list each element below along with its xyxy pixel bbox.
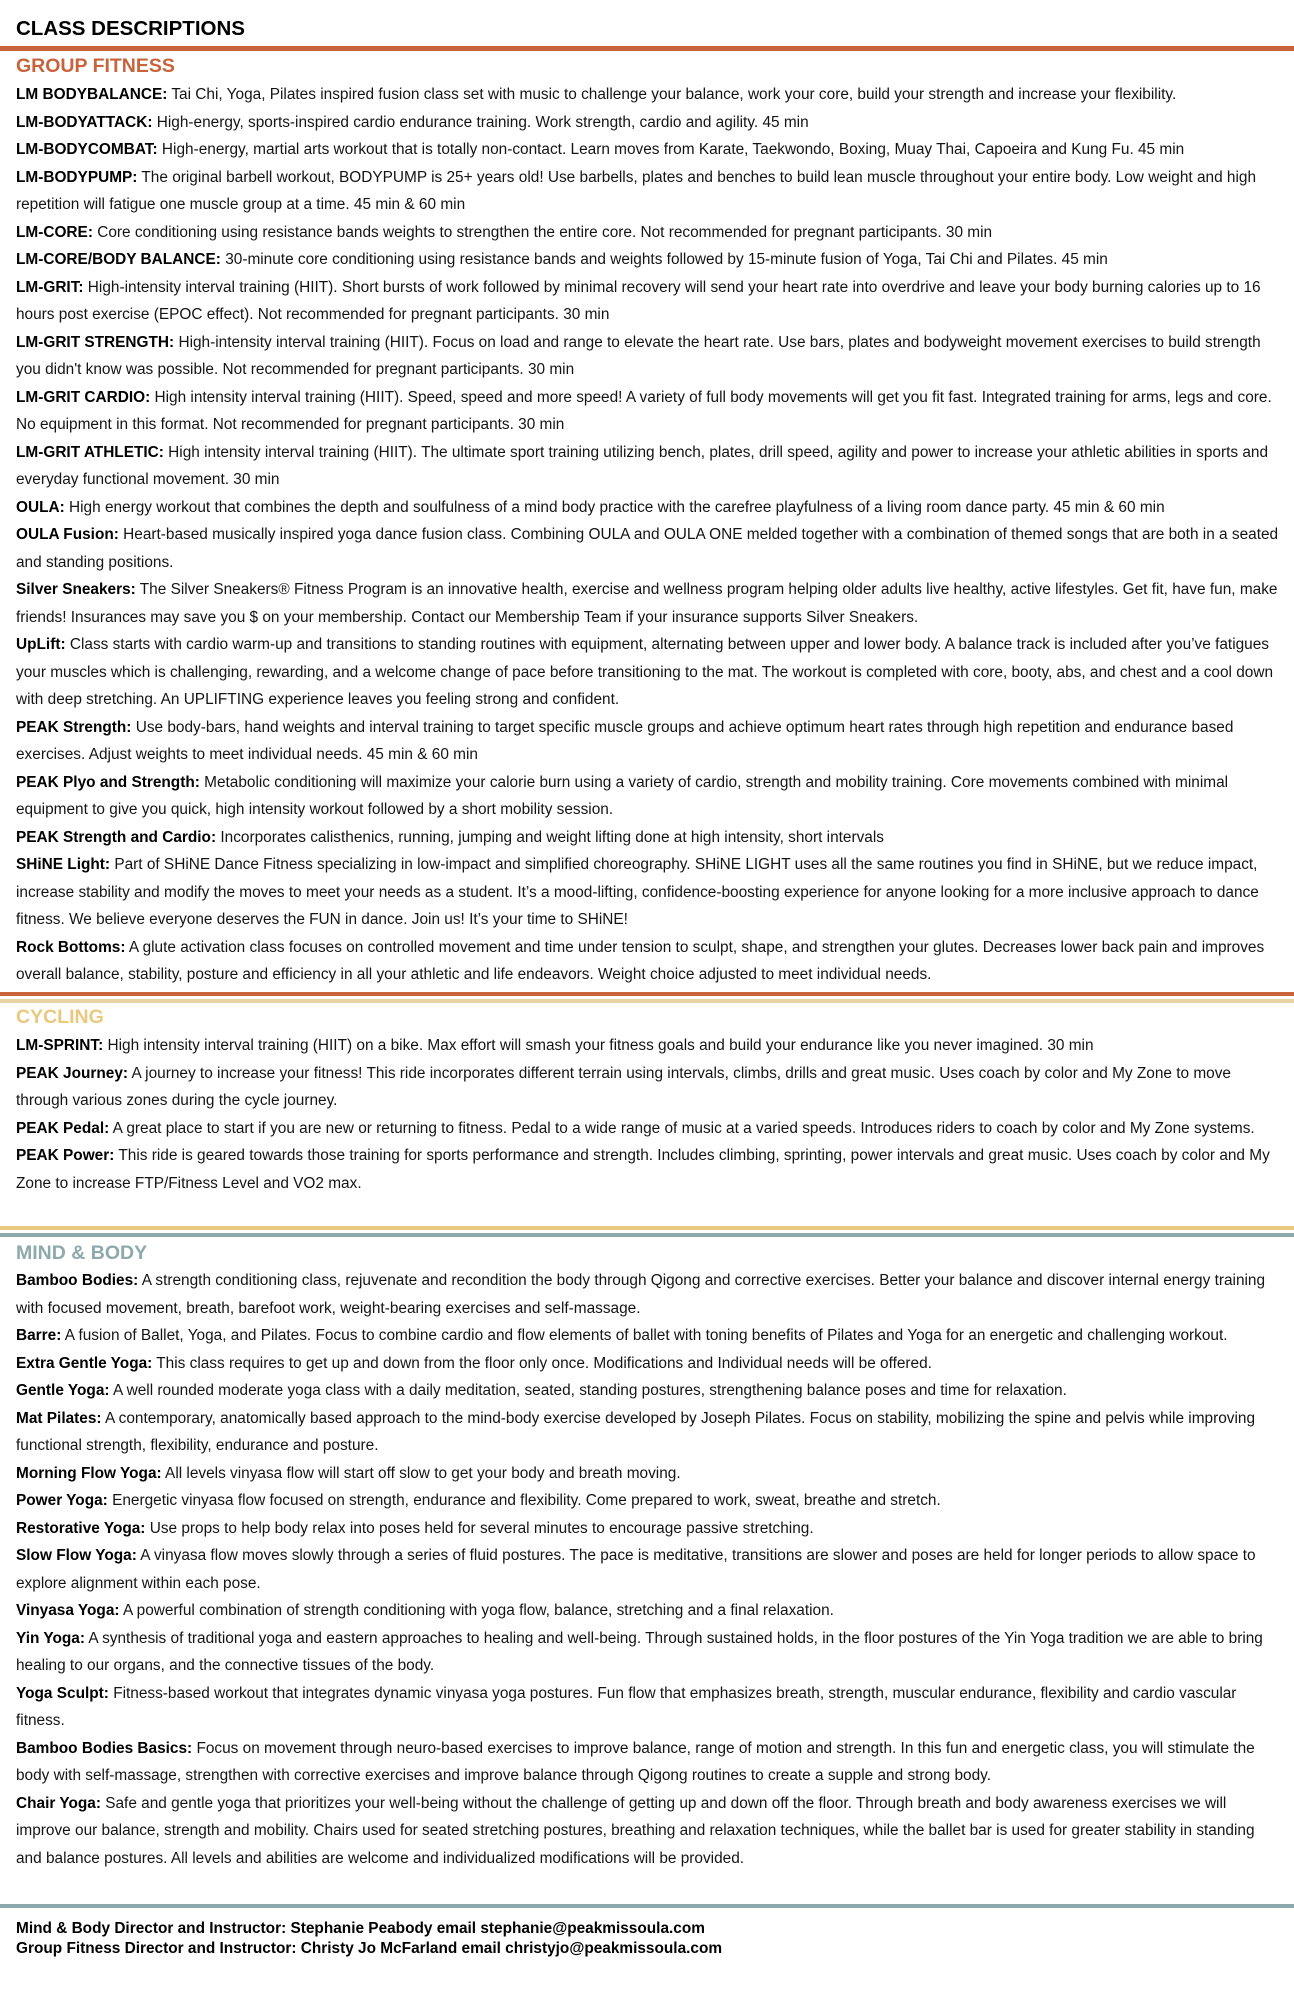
class-name: Slow Flow Yoga: [16,1547,137,1564]
class-entry [16,851,1282,934]
class-name: Bamboo Bodies: [16,1272,139,1289]
class-description: This ride is geared towards those training for sports performance and strength. Includes climbing, sprinting, power intervals and great music. Uses coach by color and My Zone to increase FTP/Fitness Level and VO2 max. [16,1147,1270,1192]
class-name: PEAK Power: [16,1147,115,1164]
footer-contacts [16,1919,1282,1959]
class-description: Class starts with cardio warm-up and transitions to standing routines with equipment, alternating between upper and lower body. A balance track is included after you’ve fatigues your muscles which is challenging, rewarding, and a welcome change of pace before transitioning to the mat. The workout is completed with core, booty, abs, and chest and a cool down with deep stretching. An UPLIFTING experience leaves you feeling strong and confident. [16,636,1274,708]
class-entry [16,1515,1282,1543]
class-entry [16,81,1282,109]
class-entry [16,1460,1282,1488]
class-entry [16,521,1282,576]
class-entry [16,1735,1282,1790]
class-name: Vinyasa Yoga: [16,1602,120,1619]
class-name: LM-BODYPUMP: [16,168,138,186]
class-entry [16,274,1282,329]
class-description: Incorporates calisthenics, running, jumping and weight lifting done at high intensity, short intervals [216,828,884,846]
class-name: Yin Yoga: [16,1629,85,1647]
class-entry [16,1115,1282,1143]
class-description: A powerful combination of strength conditioning with yoga flow, balance, stretching and a final relaxation. [119,1602,834,1619]
class-entry [16,329,1282,384]
class-name: LM-GRIT STRENGTH: [16,333,175,351]
class-description: High intensity interval training (HIIT). The ultimate sport training utilizing bench, plates, drill speed, agility and power to increase your athletic abilities in sports and everyday functional movement. 30 min [16,443,1269,488]
class-name: PEAK Strength and Cardio: [16,828,217,846]
class-description: The Silver Sneakers® Fitness Program is an innovative health, exercise and wellness program helping older adults live healthy, active lifestyles. Get fit, have fun, make friends! Insurances may save you $ on your membership. Contact our Membership Team if your insurance supports Silver Sneakers. [16,581,1278,626]
class-description: Use props to help body relax into poses held for several minutes to encourage passive stretching. [145,1519,814,1537]
class-entry [16,109,1282,137]
class-entry [16,1322,1282,1350]
class-entry [16,1060,1282,1115]
class-description: The original barbell workout, BODYPUMP is 25+ years old! Use barbells, plates and benches to build lean muscle throughout your entire body. Low weight and high repetition will fatigue one muscle group at a time. 45 min & 60 min [16,168,1257,213]
group-fitness-list [16,81,1282,989]
cycling-divider [0,1226,1294,1230]
class-name: LM BODYBALANCE: [16,86,168,103]
class-entry [16,576,1282,631]
class-description: All levels vinyasa flow will start off slow to get your body and breath moving. [161,1464,681,1482]
class-name: LM-BODYATTACK: [16,113,153,131]
class-entry [16,219,1282,247]
class-description: A glute activation class focuses on controlled movement and time under tension to sculpt, shape, and strengthen your glutes. Decreases lower back pain and improves overall balance, stability, posture and efficiency in all your athletic and life endeavors. Weight choice adjusted to meet individual needs. [16,938,1265,983]
class-description: Fitness-based workout that integrates dynamic vinyasa yoga postures. Fun flow that emphasizes breath, strength, muscular endurance, flexibility and cardio vascular fitness. [16,1684,1237,1729]
class-entry [16,631,1282,714]
class-description: A synthesis of traditional yoga and eastern approaches to healing and well-being. Through sustained holds, in the floor postures of the Yin Yoga tradition we are able to bring healing to our organs, and the connective tissues of the body. [16,1629,1263,1674]
mind-body-heading: MIND & BODY [16,1242,148,1264]
class-name: Yoga Sculpt: [16,1684,109,1702]
class-description: Heart-based musically inspired yoga dance fusion class. Combining OULA and OULA ONE melded together with a combination of themed songs that are both in a seated and standing positions. [16,526,1279,571]
page-title: CLASS DESCRIPTIONS [16,17,245,40]
class-name: Barre: [16,1327,62,1344]
class-entry [16,439,1282,494]
group-fitness-divider-accent [0,999,1294,1003]
class-entry [16,1790,1282,1873]
class-entry [16,1032,1282,1060]
class-description: Focus on movement through neuro-based exercises to improve balance, range of motion and strength. In this fun and energetic class, you will stimulate the body with self-massage, strengthen with corrective exercises and improve balance through Qigong routines to create a supple and strong body. [16,1739,1255,1784]
class-description: High-energy, martial arts workout that is totally non-contact. Learn moves from Karate, Taekwondo, Boxing, Muay Thai, Capoeira and Kung Fu. 45 min [157,141,1185,158]
class-name: UpLift: [16,636,66,653]
class-description: A fusion of Ballet, Yoga, and Pilates. Focus to combine cardio and flow elements of ballet with toning benefits of Pilates and Yoga for an energetic and challenging workout. [61,1327,1228,1344]
class-entry [16,136,1282,164]
class-description: High-energy, sports-inspired cardio endurance training. Work strength, cardio and agility. 45 min [152,113,809,131]
class-description: Use body-bars, hand weights and interval training to target specific muscle groups and achieve optimum heart rates through high repetition and endurance based exercises. Adjust weights to meet individual needs. 45 min & 60 min [16,718,1234,763]
class-name: PEAK Plyo and Strength: [16,773,200,791]
cycling-divider-accent [0,1233,1294,1237]
class-name: SHiNE Light: [16,856,111,873]
footer-group-fitness-contact: Group Fitness Director and Instructor: Christy Jo McFarland email christyjo@peakmissoula.com [16,1940,723,1957]
class-entry [16,1625,1282,1680]
class-entry [16,1680,1282,1735]
class-name: LM-GRIT: [16,278,84,296]
class-name: Silver Sneakers: [16,581,136,598]
class-name: LM-CORE: [16,223,93,241]
class-entry [16,1267,1282,1322]
class-description: This class requires to get up and down from the floor only once. Modifications and Individual needs will be offered. [152,1354,932,1372]
class-name: LM-GRIT ATHLETIC: [16,443,164,461]
class-entry [16,769,1282,824]
class-description: A strength conditioning class, rejuvenate and recondition the body through Qigong and corrective exercises. Better your balance and discover internal energy training with focused movement, breath, barefoot work, weight-bearing exercises and self-massage. [16,1272,1266,1317]
class-description: Core conditioning using resistance bands weights to strengthen the entire core. Not recommended for pregnant participants. 30 min [92,223,993,241]
class-name: Rock Bottoms: [16,938,126,956]
class-entry [16,1142,1282,1197]
class-name: PEAK Strength: [16,718,132,736]
group-fitness-divider [0,992,1294,996]
group-fitness-heading: GROUP FITNESS [16,55,175,77]
class-description: High energy workout that combines the depth and soulfulness of a mind body practice with the carefree playfulness of a living room dance party. 45 min & 60 min [64,498,1165,516]
class-description: Metabolic conditioning will maximize your calorie burn using a variety of cardio, strength and mobility training. Core movements combined with minimal equipment to give you quick, high intensity workout followed by a short mobility session. [16,773,1229,818]
class-name: Gentle Yoga: [16,1382,110,1399]
class-name: Power Yoga: [16,1492,108,1509]
class-entry [16,246,1282,274]
class-description: A journey to increase your fitness! This ride incorporates different terrain using intervals, climbs, drills and great music. Uses coach by color and My Zone to move through various zones during the cycle journey. [16,1064,1231,1109]
class-name: LM-SPRINT: [16,1037,104,1054]
mind-body-divider [0,1904,1294,1908]
class-description: High intensity interval training (HIIT). Speed, speed and more speed! A variety of full body movements will get you fit fast. Integrated training for arms, legs and core. No equipment in this format. Not recommended for pregnant participants. 30 min [16,388,1272,433]
class-entry [16,494,1282,522]
class-description: A well rounded moderate yoga class with a daily meditation, seated, standing postures, strengthening balance poses and time for relaxation. [109,1382,1067,1399]
class-entry [16,1350,1282,1378]
class-name: Extra Gentle Yoga: [16,1354,153,1372]
class-entry [16,1487,1282,1515]
class-entry [16,934,1282,989]
class-name: LM-GRIT CARDIO: [16,388,151,406]
footer-mind-body-contact: Mind & Body Director and Instructor: Stephanie Peabody email stephanie@peakmissoula.com [16,1920,705,1937]
cycling-heading: CYCLING [16,1006,104,1028]
class-name: PEAK Pedal: [16,1119,110,1137]
class-description: High-intensity interval training (HIIT). Short bursts of work followed by minimal recovery will send your heart rate into overdrive and leave your body burning calories up to 16 hours post exercise (EPOC effect). Not recommended for pregnant participants. 30 min [16,278,1261,323]
class-name: Bamboo Bodies Basics: [16,1739,193,1757]
class-description: A vinyasa flow moves slowly through a series of fluid postures. The pace is meditative, transitions are slower and poses are held for longer periods to allow space to explore alignment within each pose. [16,1547,1256,1592]
class-name: Chair Yoga: [16,1794,101,1812]
class-description: Safe and gentle yoga that prioritizes your well-being without the challenge of getting up and down off the floor. Through breath and body awareness exercises we will improve our balance, strength and mobility. Chairs used for seated stretching postures, breathing and relaxation techniques, while the ballet bar is used for greater stability in standing and balance postures. All levels and abilities are welcome and individualized modifications will be provided. [16,1794,1255,1867]
class-name: Restorative Yoga: [16,1519,146,1537]
class-description: Energetic vinyasa flow focused on strength, endurance and flexibility. Come prepared to work, sweat, breathe and stretch. [107,1492,941,1509]
class-name: Mat Pilates: [16,1409,102,1427]
class-name: LM-BODYCOMBAT: [16,141,158,158]
class-entry [16,1542,1282,1597]
class-name: OULA: [16,498,65,516]
class-entry [16,824,1282,852]
class-entry [16,714,1282,769]
class-description: High-intensity interval training (HIIT). Focus on load and range to elevate the heart rate. Use bars, plates and bodyweight movement exercises to build strength you didn't know was possible. Not recommended for pregnant participants. 30 min [16,333,1261,378]
class-description: A contemporary, anatomically based approach to the mind-body exercise developed by Joseph Pilates. Focus on stability, mobilizing the spine and pelvis while improving functional strength, flexibility, endurance and posture. [16,1409,1256,1454]
mind-body-list [16,1267,1282,1872]
class-description: Tai Chi, Yoga, Pilates inspired fusion class set with music to challenge your balance, work your core, build your strength and increase your flexibility. [167,86,1177,103]
class-entry [16,1597,1282,1625]
class-entry [16,164,1282,219]
class-description: Part of SHiNE Dance Fitness specializing in low-impact and simplified choreography. SHiNE LIGHT uses all the same routines you find in SHiNE, but we reduce impact, increase stability and modify the moves to meet your needs as a student. It’s a mood-lifting, confidence-boosting experience for anyone looking for a more inclusive approach to dance fitness. We believe everyone deserves the FUN in dance. Join us! It’s your time to SHiNE! [16,856,1259,928]
cycling-list [16,1032,1282,1197]
title-divider [0,46,1294,51]
class-description: 30-minute core conditioning using resistance bands and weights followed by 15-minute fusion of Yoga, Tai Chi and Pilates. 45 min [220,251,1108,268]
class-name: LM-CORE/BODY BALANCE: [16,251,221,268]
class-name: OULA Fusion: [16,526,119,543]
class-name: Morning Flow Yoga: [16,1464,162,1482]
class-description: A great place to start if you are new or returning to fitness. Pedal to a wide range of music at a varied speeds. Introduces riders to coach by color and My Zone systems. [109,1119,1255,1137]
class-entry [16,384,1282,439]
class-description: High intensity interval training (HIIT) on a bike. Max effort will smash your fitness goals and build your endurance like you never imagined. 30 min [103,1037,1094,1054]
class-entry [16,1377,1282,1405]
class-entry [16,1405,1282,1460]
class-name: PEAK Journey: [16,1064,129,1082]
